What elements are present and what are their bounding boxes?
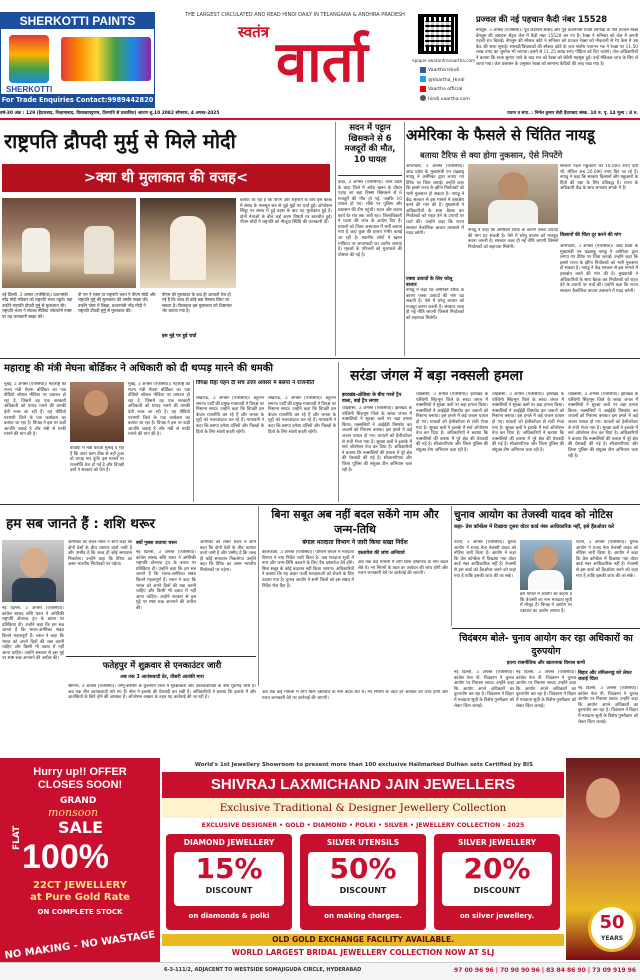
naxal-headline: सरंडा जंगल में बड़ा नक्सली हमला bbox=[350, 368, 523, 384]
ad-exclusive: EXCLUSIVE DESIGNER • GOLD • DIAMOND • POLKI • SILVER • JEWELLERY COLLECTION - 2025 bbox=[201, 822, 525, 829]
offer-box bbox=[442, 852, 552, 906]
sherkotti-contact: For Trade Enquiries Contact:9989442820 bbox=[1, 94, 154, 107]
naidu-subhead: बताया टैरिफ से क्या होगा नुकसान, ऐसे निपटेंगे bbox=[420, 150, 563, 160]
ad-tagline: Exclusive Traditional & Designer Jewellery Collection bbox=[219, 802, 507, 814]
monsoon-text: monsoon bbox=[48, 806, 99, 819]
facebook-link[interactable]: Vaartha Hindi bbox=[420, 66, 470, 76]
twitter-link[interactable]: @Vaartha_Hindi bbox=[420, 76, 470, 86]
sale-percent: 100% bbox=[22, 838, 109, 876]
encounter-headline: फतेहपुर में शुक्रवार से एनकाउंटर जारी bbox=[102, 661, 222, 671]
chidambaram-sub: इतना राजनीतिक और खतरनाक विनाश कभी bbox=[506, 661, 586, 666]
lead-headline: राष्ट्रपति द्रौपदी मुर्मु से मिले मोदी bbox=[4, 129, 236, 153]
naxal-body: चाईबासा, 3 अगस्त (एजेंसियां)। झारखंड के पश्चिमी सिंहभूम जिले के सरंडा जंगल में नक्सलियों ने सुरक्षा बलों पर बड़ा हमला किया। नक्सलियों ने आईईडी विस्फोट कर जवानों को निशाना बनाया। इस हमले में कई जवान घायल हो गए। घायलों को हेलीकॉप्टर से रांची भेजा गया है। सुरक्षा बलों ने इलाके में सर्च ऑपरेशन तेज कर दिया है। अधिकारियों ने बताया कि नक्सलियों की तलाश में पूरे क्षेत्र की घेराबंदी की गई है। सीआरपीएफ और जिला पुलिस की संयुक्त टीम अभियान चला रही है। bbox=[342, 406, 412, 473]
brief-body: बेंगलुरु, 3 अगस्त (एजेंसियां)। पूर्व जेडीएस सांसद और पूर्व प्रधानमंत्री एचडी देवेगौड़ा के पोते प्रज्वल रेवन्ना बेंगलुरु की अग्रहारा सेंट्रल जेल में कैदी नंबर 15528 बन गए हैं। रेवन्ना ने शनिवार को जेल में अपनी पहली रात बिताई। बेंगलुरु की स्पेशल कोर्ट ने शनिवार को प्रज्वल रेवन्ना को नौकरानी से रेप केस में उम्र कैद की सजा सुनाई। सांसदों/विधायकों की स्पेशल कोर्ट के जज संतोष गजानन भट ने रेवन्ना पर 11.50 लाख रुपए का जुर्माना भी लगाया। इसमें से 11.25 लाख रुपए पीड़िता को दिए जाएंगे। जेल अधिकारियों ने बताया कि सजा सुनाए जाने के बाद रात को रेवन्ना को बेचैनी महसूस हुई। उन्हें मेडिकल जांच के लिए ले जाया गया। जेल प्रशासन के अनुसार रेवन्ना को सामान्य कैदियों की तरह रखा गया है। bbox=[476, 28, 638, 67]
tejashwi-headline: चुनाव आयोग का तेजस्वी यादव को नोटिस bbox=[454, 509, 613, 521]
meghna-body2: वीडियो में मंत्री कहती सुनाई दे रही हैं कि अगर काम ठीक से नहीं हुआ तो थप्पड़ मार दूंगी। इस मामले पर राजनीति तेज हो गई है और विपक्षी दलों ने सरकार को घेरा है। bbox=[70, 446, 124, 474]
tagline: THE LARGEST CIRCULATED AND READ HINDI DAILY IN TELANGANA & ANDHRA PRADESH bbox=[185, 12, 405, 18]
tharoor-photo bbox=[2, 540, 64, 602]
offer-card[interactable] bbox=[166, 834, 292, 930]
ad-brand: SHIVRAJ LAXMICHAND JAIN JEWELLERS bbox=[210, 776, 516, 793]
voters-sub: बंगाल मतदाता विभाग ने जारी किया सख्त निर्देश bbox=[302, 539, 408, 546]
ad-offers bbox=[166, 834, 560, 930]
offer-pct: 20% bbox=[463, 852, 531, 885]
voters-body2: अब तक कई मामलों में लोग बिना दस्तावेज के नाम बदल लेते थे। नए नियमों के तहत हर आवेदन की जांच होगी और गलत जानकारी देने पर कार्रवाई की जाएगी। bbox=[358, 560, 448, 577]
ad-address: 6-3-111/2, ADJACENT TO WESTSIDE SOMAJIGUDA CIRCLE, HYDERABAD bbox=[164, 967, 362, 973]
chidambaram-body2: नई दिल्ली, 3 अगस्त (एजेंसियां)। कांग्रेस नेता पी. चिदंबरम ने चुनाव आयोग पर निशाना साधा। उन्होंने कहा कि आयोग अपने अधिकारों का दुरुपयोग कर रहा है। चिदंबरम ने बिहार में मतदाता सूची के विशेष पुनरीक्षण को लेकर चिंता जताई। bbox=[516, 670, 576, 709]
naxal-body4: चाईबासा, 3 अगस्त (एजेंसियां)। झारखंड के पश्चिमी सिंहभूम जिले के सरंडा जंगल में नक्सलियों ने सुरक्षा बलों पर बड़ा हमला किया। नक्सलियों ने आईईडी विस्फोट कर जवानों को निशाना बनाया। इस हमले में कई जवान घायल हो गए। घायलों को हेलीकॉप्टर से रांची भेजा गया है। सुरक्षा बलों ने इलाके में सर्च ऑपरेशन तेज कर दिया है। अधिकारियों ने बताया कि नक्सलियों की तलाश में पूरे क्षेत्र की घेराबंदी की गई है। सीआरपीएफ और जिला पुलिस की संयुक्त टीम अभियान चला रही है। bbox=[568, 392, 638, 459]
shashi-body3: नई दिल्ली, 3 अगस्त (एजेंसियां)। कांग्रेस सांसद शशि थरूर ने अमेरिकी राष्ट्रपति डोनाल्ड ट्रंप के बयान पर प्रतिक्रिया दी। उन्होंने कहा कि हम सब जानते हैं कि भारत-अमेरिका संबंध कितने महत्वपूर्ण हैं। थरूर ने कहा कि भारत को अपने हितों की रक्षा करनी चाहिए और किसी भी दबाव में नहीं आना चाहिए। उन्होंने सरकार से इस मुद्दे पर स्पष्ट रुख अपनाने की अपील की। bbox=[136, 550, 196, 611]
tejashwi-photo bbox=[520, 540, 572, 590]
naidu-body: अमरावती, 3 अगस्त (एजेंसियां)। आंध्र प्रदेश के मुख्यमंत्री एन चंद्रबाबू नायडू ने अमेरिका द्वारा लगाए गए टैरिफ पर चिंता जताई। उन्होंने कहा कि इससे राज्य के झींगा निर्यातकों को भारी नुकसान हो सकता है। नायडू ने केंद्र सरकार से इस मामले में हस्तक्षेप करने की मांग की है। मुख्यमंत्री ने अधिकारियों के साथ बैठक कर निर्यातकों को राहत देने के उपायों पर चर्चा की। उन्होंने कहा कि राज्य सरकार वैकल्पिक बाजार तलाशने में मदद करेगी। bbox=[406, 164, 464, 237]
voters-body3: अब तक कई मामलों में लोग बिना दस्तावेज के नाम बदल लेते थे। नए नियमों के तहत हर आवेदन की जांच होगी और गलत जानकारी देने पर कार्रवाई की जाएगी। bbox=[262, 690, 448, 701]
meghna-body: मुंबई, 3 अगस्त (एजेंसियां)। महाराष्ट्र की राज्य मंत्री मेघना बोर्डिकर का एक वीडियो सोशल मीडिया पर वायरल हो रहा है, जिसमें वह एक सरकारी अधिकारी को थप्पड़ मारने की धमकी देती नजर आ रही हैं। यह वीडियो परभणी जिले के एक कार्यक्रम का बताया जा रहा है। विपक्ष ने इस पर कड़ी आपत्ति जताई है और मंत्री से माफी मांगने की मांग की है। bbox=[4, 382, 66, 438]
offer-on: on diamonds & polki bbox=[188, 912, 270, 920]
pahalgam-body2: लखनऊ, 3 अगस्त (एजेंसियां)। बहुजन समाज पार्टी की प्रमुख मायावती ने विपक्ष पर निशाना साधा। उन्होंने कहा कि विपक्षी दल केवल राजनीति कर रहे हैं और जनता के मुद्दों को नजरअंदाज कर रहे हैं। मायावती ने कहा कि बसपा हमेशा दलितों और पिछड़ों के हितों के लिए संघर्ष करती रहेगी। bbox=[268, 396, 336, 435]
sale-text: SALE bbox=[58, 818, 104, 837]
ad-footer bbox=[0, 962, 640, 980]
globe-icon bbox=[420, 95, 426, 101]
mine-body: बांदा, 3 अगस्त (एजेंसियां)। उत्तर प्रदेश के बांदा जिले में अवैध खनन के दौरान पहाड़ का बड़ा हिस्सा खिसकने से 6 मजदूरों की मौत हो गई, जबकि 10 घायल हो गए। मौके पर पुलिस और प्रशासन की टीम पहुंची। राहत और बचाव कार्य देर रात तक जारी रहा। जिलाधिकारी ने घटना की जांच के आदेश दिए हैं। घायलों को जिला अस्पताल में भर्ती कराया गया है जहां कुछ की हालत गंभीर बताई जा रही है। स्थानीय लोगों ने खनन माफिया पर लापरवाही का आरोप लगाया है। मृतकों के परिजनों को मुआवजे की घोषणा की गई है। bbox=[338, 180, 402, 258]
voters-body: कोलकाता, 3 अगस्त (एजेंसियां)। पश्चिम बंगाल में मतदाता विभाग ने नया निर्देश जारी किया है। अब मतदाता सूची में नाम और जन्म-तिथि बदलने के लिए वैध दस्तावेज देने होंगे। बिना सबूत के कोई बदलाव नहीं किया जाएगा। अधिकारियों ने बताया कि यह कदम फर्जी मतदाताओं को रोकने के लिए उठाया गया है। चुनाव आयोग ने सभी जिलों को इस संबंध में निर्देश भेज दिए हैं। bbox=[262, 550, 354, 589]
offer-on: on making charges. bbox=[324, 912, 402, 920]
youtube-link[interactable]: Vaartha official bbox=[420, 85, 470, 95]
offer-title: SILVER UTENSILS bbox=[326, 838, 400, 847]
tejashwi-sub: कहा- प्रेस कॉन्फ्रेंस में दिखाया दूसरा वोटर कार्ड नंबर आधिकारिक नहीं, इसे हैंडओवर करें bbox=[454, 524, 614, 530]
sherkotti-brand: SHERKOTTI PAINTS bbox=[1, 13, 154, 29]
social-list bbox=[420, 66, 470, 104]
sale-sub2: ON COMPLETE STOCK bbox=[37, 908, 123, 916]
offer-title: SILVER JEWELLERY bbox=[457, 838, 537, 847]
offer-on: on silver jewellery. bbox=[459, 912, 535, 920]
sherkotti-ad[interactable] bbox=[0, 12, 155, 108]
youtube-icon bbox=[420, 86, 426, 92]
modi-murmu-photo bbox=[2, 198, 136, 288]
tejashwi-body: पटना, 3 अगस्त (एजेंसियां)। चुनाव आयोग ने राजद नेता तेजस्वी यादव को नोटिस जारी किया है। आयोग ने कहा कि प्रेस कॉन्फ्रेंस में दिखाया गया वोटर कार्ड नंबर आधिकारिक नहीं है। तेजस्वी से इस कार्ड को हैंडओवर करने को कहा गया है ताकि इसकी जांच की जा सके। bbox=[454, 540, 516, 579]
editor-line: प्रधान व संपा. : निर्मल कुमार सेठी हैदराबाद संस्क. 10 रु. पृ. 14 मूल्य : 8 रु. bbox=[507, 111, 638, 116]
chidambaram-body3: नई दिल्ली, 3 अगस्त (एजेंसियां)। कांग्रेस नेता पी. चिदंबरम ने चुनाव आयोग पर निशाना साधा। उन्होंने कहा कि आयोग अपने अधिकारों का दुरुपयोग कर रहा है। चिदंबरम ने बिहार में मतदाता सूची के विशेष पुनरीक्षण को लेकर चिंता जताई। bbox=[578, 686, 638, 725]
paint-swatches bbox=[61, 37, 151, 81]
offer-card[interactable] bbox=[434, 834, 560, 930]
meghna-headline: महाराष्ट्र की मंत्री मेघना बोर्डिकर ने अधिकारी को दी थप्पड़ मारने की धमकी bbox=[4, 363, 274, 374]
encounter-sub: अब तक 3 आतंकवादी ढेर, तीसरी आतंकी मारा bbox=[120, 675, 204, 680]
lead-subhead: इस मुद्दे पर हुई चर्चा bbox=[162, 334, 197, 339]
ad-top-line: World's 1st Jewellery Showroom to present more than 100 exclusive Hallmarked Dulhan sets Certified by BIS bbox=[194, 762, 534, 768]
naxal-body3: चाईबासा, 3 अगस्त (एजेंसियां)। झारखंड के पश्चिमी सिंहभूम जिले के सरंडा जंगल में नक्सलियों ने सुरक्षा बलों पर बड़ा हमला किया। नक्सलियों ने आईईडी विस्फोट कर जवानों को निशाना बनाया। इस हमले में कई जवान घायल हो गए। घायलों को हेलीकॉप्टर से रांची भेजा गया है। सुरक्षा बलों ने इलाके में सर्च ऑपरेशन तेज कर दिया है। अधिकारियों ने बताया कि नक्सलियों की तलाश में पूरे क्षेत्र की घेराबंदी की गई है। सीआरपीएफ और जिला पुलिस की संयुक्त टीम अभियान चला रही है। bbox=[492, 392, 564, 453]
lead-body: बताया जा रहा है कि पीएम और राष्ट्रपति के बीच इस बैठक में संसद के मानसून सत्र से जुड़े मुद्दों पर चर्चा हुई। ऑपरेशन सिंदूर पर संसद में हुई बहस के बाद यह मुलाकात हुई है। दोनों नेताओं के बीच कई अहम विषयों पर बातचीत हुई। पीएम मोदी ने राष्ट्रपति को मौजूदा स्थिति की जानकारी दी। bbox=[240, 198, 332, 226]
offer-pct: 15% bbox=[195, 852, 263, 885]
pahalgam-headline: विपक्ष रिहा पहन दी सच उत्तर अवसर में बसपा ने राजनीति bbox=[196, 380, 315, 386]
offer-box bbox=[174, 852, 284, 906]
offer-card[interactable] bbox=[300, 834, 426, 930]
naidu-headline: अमेरिका के फैसले से चिंतित नायडू bbox=[406, 126, 595, 144]
sherkotti-logo-text: SHERKOTTI bbox=[6, 85, 53, 94]
naxal-sub: झारखंड-ओडिशा के बीच गरजे ट्रैप वाला, बाई ट्रैप लगाए bbox=[342, 393, 402, 404]
lead-banner-text: >क्या थी मुलाकात की वजह< bbox=[83, 170, 249, 186]
offer-disc: DISCOUNT bbox=[205, 886, 253, 895]
chidambaram-body: नई दिल्ली, 3 अगस्त (एजेंसियां)। कांग्रेस नेता पी. चिदंबरम ने चुनाव आयोग पर निशाना साधा। उन्होंने कहा कि आयोग अपने अधिकारों का दुरुपयोग कर रहा है। चिदंबरम ने बिहार में मतदाता सूची के विशेष पुनरीक्षण को लेकर चिंता जताई। bbox=[454, 670, 514, 709]
issue-line: वर्ष-30 अंक : 129 (हैदराबाद, निज़ामाबाद, विशाखापट्टणम, तिरुपति से प्रकाशित) श्रावण शु.10 2082 सोमवार, 4 अगस्त-2025 bbox=[0, 111, 220, 116]
qr-code-icon bbox=[418, 14, 458, 54]
sale-sub1: 22CT JEWELLERY at Pure Gold Rate bbox=[30, 880, 130, 903]
naidu-body2: सरकार पहले मछुआरों को 10,000 रुपए देती थी, लेकिन अब 20,000 रुपए दिए जा रहे हैं। नायडू ने कहा कि सरकार किसानों और मछुआरों के हितों की रक्षा के लिए प्रतिबद्ध है। राज्य के अधिकारी केंद्र के साथ लगातार संपर्क में हैं। bbox=[560, 164, 638, 192]
voters-headline: बिना सबूत अब नहीं बदल सकेंगे नाम और जन्म-तिथि bbox=[271, 508, 439, 536]
jewellery-ad[interactable] bbox=[0, 758, 640, 980]
lead-banner bbox=[2, 164, 330, 192]
offer-disc: DISCOUNT bbox=[473, 886, 521, 895]
ad-tagline-bar bbox=[162, 798, 564, 818]
masthead bbox=[0, 0, 640, 118]
title-small: स्वतंत्र bbox=[238, 23, 270, 41]
president-photo bbox=[140, 198, 236, 288]
shashi-headline: हम सब जानते हैं : शशि थरूर bbox=[6, 516, 156, 532]
bridal-text: WORLD LARGEST BRIDAL JEWELLERY COLLECTION NOW AT SLJ bbox=[231, 948, 495, 957]
naidu-body-right: अमरावती, 3 अगस्त (एजेंसियां)। आंध्र प्रदेश के मुख्यमंत्री एन चंद्रबाबू नायडू ने अमेरिका द्वारा लगाए गए टैरिफ पर चिंता जताई। उन्होंने कहा कि इससे राज्य के झींगा निर्यातकों को भारी नुकसान हो सकता है। नायडू ने केंद्र सरकार से इस मामले में हस्तक्षेप करने की मांग की है। मुख्यमंत्री ने अधिकारियों के साथ बैठक कर निर्यातकों को राहत देने के उपायों पर चर्चा की। उन्होंने कहा कि राज्य सरकार वैकल्पिक बाजार तलाशने में मदद करेगी। bbox=[560, 244, 638, 294]
flat-text: FLAT bbox=[12, 825, 22, 850]
naidu-body3-left: नायडू ने कहा कि अमेरिकी टैरिफ के कारण एक्वा उत्पादों की मांग घट सकती है। ऐसे में घरेलू बाजार को मजबूत करना जरूरी है। सरकार जल्द ही नई नीति लाएगी जिससे निर्यातकों को सहायता मिलेगी। bbox=[468, 228, 558, 250]
paint-bucket-icon bbox=[9, 35, 49, 83]
exchange-bar bbox=[162, 934, 564, 946]
grand-text: GRAND bbox=[60, 796, 97, 806]
website-link[interactable]: hindi.vaartha.com bbox=[420, 95, 470, 105]
ad-phones: 97 00 96 96 | 70 90 90 96 | 83 84 86 90 | 73 09 919 96 bbox=[454, 967, 636, 974]
lead-caption3: पीएम की मुलाकात के बाद ही अटकलें तेज हो गई हैं कि जल्द ही कोई बड़ा फैसला लिया जा सकता है। फिलहाल इस मुलाकात को शिष्टाचार भेंट बताया गया है। bbox=[162, 292, 232, 314]
fifty-years-badge bbox=[588, 904, 636, 952]
facebook-icon bbox=[420, 67, 426, 73]
chidambaram-subhead: बिहार और तमिलनाडु को लेकर जताई चिंता bbox=[578, 671, 632, 682]
no-making-text: NO MAKING - NO WASTAGE bbox=[4, 929, 156, 962]
hurry-text: Hurry up!! OFFER CLOSES SOON! bbox=[33, 766, 127, 791]
sale-panel[interactable] bbox=[0, 758, 160, 980]
shashi-body4: अमेरिका को लेकर थरूर ने आगे कहा कि दोनों देशों के बीच व्यापार वार्ता जारी है और उम्मीद है कि जल्द ही कोई समाधान निकलेगा। उन्होंने कहा कि टैरिफ का असर भारतीय निर्यातकों पर पड़ेगा। bbox=[200, 540, 256, 573]
offer-pct: 50% bbox=[329, 852, 397, 885]
shashi-subhead: क्यों गुस्सा जताया थरूर bbox=[136, 541, 178, 546]
pahalgam-body: लखनऊ, 3 अगस्त (एजेंसियां)। बहुजन समाज पार्टी की प्रमुख मायावती ने विपक्ष पर निशाना साधा। उन्होंने कहा कि विपक्षी दल केवल राजनीति कर रहे हैं और जनता के मुद्दों को नजरअंदाज कर रहे हैं। मायावती ने कहा कि बसपा हमेशा दलितों और पिछड़ों के हितों के लिए संघर्ष करती रहेगी। bbox=[196, 396, 264, 435]
chidambaram-headline: चिदंबरम बोले- चुनाव आयोग कर रहा अधिकारों का दुरुपयोग bbox=[459, 633, 633, 657]
newspaper-title: वार्ता bbox=[275, 30, 369, 95]
encounter-body: श्रीनगर, 3 अगस्त (एजेंसियां)। जम्मू-कश्मीर के कुलगाम जिले में सुरक्षाबलों और आतंकवादियों के बीच मुठभेड़ जारी है। अब तक तीन आतंकवादी मारे गए हैं। सेना ने इलाके की घेराबंदी कर रखी है। अधिकारियों ने बताया कि इलाके में और आतंकियों के छिपे होने की आशंका है। ऑपरेशन अखल के तहत यह कार्रवाई की जा रही है। bbox=[68, 684, 256, 701]
naxal-body2: चाईबासा, 3 अगस्त (एजेंसियां)। झारखंड के पश्चिमी सिंहभूम जिले के सरंडा जंगल में नक्सलियों ने सुरक्षा बलों पर बड़ा हमला किया। नक्सलियों ने आईईडी विस्फोट कर जवानों को निशाना बनाया। इस हमले में कई जवान घायल हो गए। घायलों को हेलीकॉप्टर से रांची भेजा गया है। सुरक्षा बलों ने इलाके में सर्च ऑपरेशन तेज कर दिया है। अधिकारियों ने बताया कि नक्सलियों की तलाश में पूरे क्षेत्र की घेराबंदी की गई है। सीआरपीएफ और जिला पुलिस की संयुक्त टीम अभियान चला रही है। bbox=[416, 392, 488, 453]
offer-title: DIAMOND JEWELLERY bbox=[183, 838, 275, 847]
naidu-subhead3: एक्वा उत्पादों के लिए घरेलू बाजार bbox=[406, 277, 453, 288]
brief-headline: प्रज्वल की नई पहचान कैदी नंबर 15528 bbox=[476, 14, 608, 24]
offer-box bbox=[308, 852, 418, 906]
meghna-photo bbox=[70, 382, 124, 442]
exchange-text: OLD GOLD EXCHANGE FACILITY AVAILABLE. bbox=[272, 935, 454, 944]
tejashwi-body2: इस मामले में आयोग का कहना है कि तेजस्वी का नाम मतदाता सूची में मौजूद है। विपक्ष ने आयोग पर पक्षपात का आरोप लगाया है। bbox=[520, 592, 572, 614]
naidu-photo bbox=[468, 164, 558, 224]
shashi-body2: अमेरिका को लेकर थरूर ने आगे कहा कि दोनों देशों के बीच व्यापार वार्ता जारी है और उम्मीद है कि जल्द ही कोई समाधान निकलेगा। उन्होंने कहा कि टैरिफ का असर भारतीय निर्यातकों पर पड़ेगा। bbox=[68, 540, 132, 568]
ad-brand-bar bbox=[162, 772, 564, 798]
shashi-body: नई दिल्ली, 3 अगस्त (एजेंसियां)। कांग्रेस सांसद शशि थरूर ने अमेरिकी राष्ट्रपति डोनाल्ड ट्रंप के बयान पर प्रतिक्रिया दी। उन्होंने कहा कि हम सब जानते हैं कि भारत-अमेरिका संबंध कितने महत्वपूर्ण हैं। थरूर ने कहा कि भारत को अपने हितों की रक्षा करनी चाहिए और किसी भी दबाव में नहीं आना चाहिए। उन्होंने सरकार से इस मुद्दे पर स्पष्ट रुख अपनाने की अपील की। bbox=[2, 606, 64, 662]
epaper-url[interactable]: epaper.swatantravaartha.com bbox=[412, 58, 476, 63]
lead-caption: नई दिल्ली, 3 अगस्त (एजेंसियां)। प्रधानमंत्री नरेंद्र मोदी रविवार को राष्ट्रपति भवन पहुंचे। यहां उन्होंने राष्ट्रपति द्रौपदी मुर्मु से मुलाकात की। राष्ट्रपति भवन ने सोशल मीडिया प्लेटफॉर्म एक्स पर यह जानकारी साझा की। bbox=[2, 292, 73, 319]
tejashwi-body3: पटना, 3 अगस्त (एजेंसियां)। चुनाव आयोग ने राजद नेता तेजस्वी यादव को नोटिस जारी किया है। आयोग ने कहा कि प्रेस कॉन्फ्रेंस में दिखाया गया वोटर कार्ड नंबर आधिकारिक नहीं है। तेजस्वी से इस कार्ड को हैंडओवर करने को कहा गया है ताकि इसकी जांच की जा सके। bbox=[576, 540, 638, 579]
mine-headline: सदन में पट्टान खिसकने से 6 मजदूरों की मौत, 10 घायल bbox=[344, 122, 396, 164]
twitter-icon bbox=[420, 76, 426, 82]
meghna-body3: मुंबई, 3 अगस्त (एजेंसियां)। महाराष्ट्र की राज्य मंत्री मेघना बोर्डिकर का एक वीडियो सोशल मीडिया पर वायरल हो रहा है, जिसमें वह एक सरकारी अधिकारी को थप्पड़ मारने की धमकी देती नजर आ रही हैं। यह वीडियो परभणी जिले के एक कार्यक्रम का बताया जा रहा है। विपक्ष ने इस पर कड़ी आपत्ति जताई है और मंत्री से माफी मांगने की मांग की है। bbox=[128, 382, 190, 438]
mine-headline-box bbox=[338, 122, 402, 176]
naidu-body3: नायडू ने कहा कि अमेरिकी टैरिफ के कारण एक्वा उत्पादों की मांग घट सकती है। ऐसे में घरेलू बाजार को मजबूत करना जरूरी है। सरकार जल्द ही नई नीति लाएगी जिससे निर्यातकों को सहायता मिलेगी। bbox=[406, 288, 464, 321]
years-text: YEARS bbox=[600, 935, 624, 942]
lead-caption2: पी एम ने एक्स पर राष्ट्रपति भवन ने पीएम मोदी और राष्ट्रपति मुर्मु की मुलाकात की तस्वीर साझा की। उन्होंने पोस्ट में लिखा, प्रधानमंत्री नरेंद्र मोदी ने राष्ट्रपति द्रौपदी मुर्मु से मुलाकात की। bbox=[78, 292, 156, 314]
offer-disc: DISCOUNT bbox=[339, 886, 387, 895]
years-number: 50 bbox=[599, 912, 625, 933]
voters-subhead: दस्तावेज की जांच अनिवार्य bbox=[358, 551, 405, 556]
naidu-subhead2: किसानों की चिंता दूर करने की मांग bbox=[560, 233, 622, 238]
